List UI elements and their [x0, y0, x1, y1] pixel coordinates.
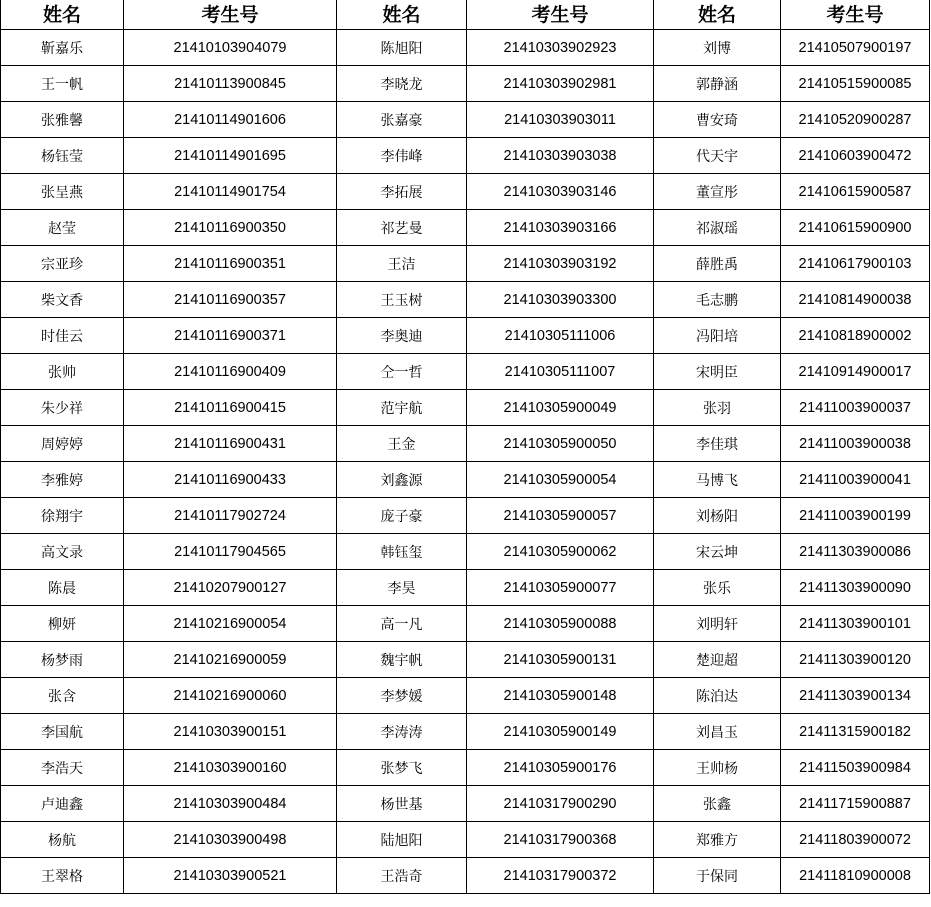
- exam-id-cell: 21410303903038: [467, 138, 654, 174]
- student-name-cell: 刘昌玉: [654, 714, 781, 750]
- student-name-cell: 范宇航: [337, 390, 467, 426]
- exam-id-cell: 21410103904079: [124, 30, 337, 66]
- student-name-cell: 张呈燕: [1, 174, 124, 210]
- student-name-cell: 李梦媛: [337, 678, 467, 714]
- exam-id-cell: 21410305900149: [467, 714, 654, 750]
- student-name-cell: 高一凡: [337, 606, 467, 642]
- exam-id-cell: 21410914900017: [781, 354, 930, 390]
- student-name-cell: 朱少祥: [1, 390, 124, 426]
- student-name-cell: 韩钰玺: [337, 534, 467, 570]
- header-row: [1, 0, 930, 30]
- student-name-cell: 靳嘉乐: [1, 30, 124, 66]
- student-name-cell: 陈晨: [1, 570, 124, 606]
- student-name-cell: 杨世基: [337, 786, 467, 822]
- exam-id-cell: 21410113900845: [124, 66, 337, 102]
- header-name-3: 姓名: [654, 0, 781, 30]
- student-name-cell: 刘明轩: [654, 606, 781, 642]
- exam-id-cell: 21410114901754: [124, 174, 337, 210]
- student-name-cell: 刘杨阳: [654, 498, 781, 534]
- exam-id-cell: 21410814900038: [781, 282, 930, 318]
- exam-id-cell: 21410116900351: [124, 246, 337, 282]
- student-name-cell: 马博飞: [654, 462, 781, 498]
- exam-id-cell: 21410303900498: [124, 822, 337, 858]
- exam-id-cell: 21410116900409: [124, 354, 337, 390]
- exam-id-cell: 21411303900101: [781, 606, 930, 642]
- student-name-cell: 卢迪鑫: [1, 786, 124, 822]
- exam-id-cell: 21410305900054: [467, 462, 654, 498]
- exam-id-cell: 21410305900176: [467, 750, 654, 786]
- table-row: [1, 606, 930, 642]
- student-name-cell: 徐翔宇: [1, 498, 124, 534]
- student-name-cell: 李拓展: [337, 174, 467, 210]
- exam-id-cell: 21410507900197: [781, 30, 930, 66]
- table-row: [1, 246, 930, 282]
- student-name-cell: 柴文香: [1, 282, 124, 318]
- exam-id-cell: 21410305900057: [467, 498, 654, 534]
- exam-id-cell: 21410116900431: [124, 426, 337, 462]
- table-row: [1, 498, 930, 534]
- student-name-cell: 宋明臣: [654, 354, 781, 390]
- exam-id-cell: 21411810900008: [781, 858, 930, 894]
- student-name-cell: 薛胜禹: [654, 246, 781, 282]
- student-name-cell: 宗亚珍: [1, 246, 124, 282]
- table-row: [1, 30, 930, 66]
- exam-id-cell: 21411315900182: [781, 714, 930, 750]
- student-name-cell: 高文录: [1, 534, 124, 570]
- table-row: [1, 138, 930, 174]
- exam-id-cell: 21410114901695: [124, 138, 337, 174]
- student-name-cell: 李浩天: [1, 750, 124, 786]
- exam-id-cell: 21410603900472: [781, 138, 930, 174]
- table-row: [1, 318, 930, 354]
- exam-id-cell: 21410615900900: [781, 210, 930, 246]
- exam-id-cell: 21410303903192: [467, 246, 654, 282]
- table-row: [1, 570, 930, 606]
- exam-id-cell: 21410207900127: [124, 570, 337, 606]
- table-row: [1, 282, 930, 318]
- student-name-cell: 祁艺曼: [337, 210, 467, 246]
- exam-id-cell: 21410305900088: [467, 606, 654, 642]
- exam-id-cell: 21410317900368: [467, 822, 654, 858]
- student-name-cell: 李国航: [1, 714, 124, 750]
- student-name-cell: 庞子豪: [337, 498, 467, 534]
- student-name-cell: 张含: [1, 678, 124, 714]
- student-name-cell: 张帅: [1, 354, 124, 390]
- exam-id-cell: 21410303902923: [467, 30, 654, 66]
- exam-id-cell: 21410116900371: [124, 318, 337, 354]
- student-name-cell: 陆旭阳: [337, 822, 467, 858]
- table-row: [1, 858, 930, 894]
- student-name-cell: 陈旭阳: [337, 30, 467, 66]
- exam-id-cell: 21410305900131: [467, 642, 654, 678]
- table-row: [1, 714, 930, 750]
- student-name-cell: 魏宇帆: [337, 642, 467, 678]
- exam-id-cell: 21410818900002: [781, 318, 930, 354]
- student-name-cell: 王帅杨: [654, 750, 781, 786]
- exam-id-cell: 21410303903166: [467, 210, 654, 246]
- table-row: [1, 174, 930, 210]
- exam-id-cell: 21411003900199: [781, 498, 930, 534]
- student-name-cell: 曹安琦: [654, 102, 781, 138]
- exam-id-cell: 21410305900062: [467, 534, 654, 570]
- student-name-cell: 时佳云: [1, 318, 124, 354]
- student-name-cell: 柳妍: [1, 606, 124, 642]
- exam-id-cell: 21410303903011: [467, 102, 654, 138]
- student-name-cell: 楚迎超: [654, 642, 781, 678]
- table-row: [1, 822, 930, 858]
- student-name-cell: 于保同: [654, 858, 781, 894]
- header-exam-id-2: 考生号: [467, 0, 654, 30]
- student-name-cell: 祁淑瑶: [654, 210, 781, 246]
- student-name-cell: 郑雅方: [654, 822, 781, 858]
- exam-id-cell: 21411803900072: [781, 822, 930, 858]
- header-exam-id-3: 考生号: [781, 0, 930, 30]
- student-name-cell: 代天宇: [654, 138, 781, 174]
- exam-id-cell: 21410303902981: [467, 66, 654, 102]
- student-name-cell: 杨钰莹: [1, 138, 124, 174]
- exam-id-cell: 21410305900049: [467, 390, 654, 426]
- exam-id-cell: 21410305900148: [467, 678, 654, 714]
- exam-id-cell: 21410305111007: [467, 354, 654, 390]
- table-row: [1, 678, 930, 714]
- exam-id-cell: 21410116900433: [124, 462, 337, 498]
- table-row: [1, 462, 930, 498]
- student-name-cell: 李佳琪: [654, 426, 781, 462]
- exam-id-cell: 21410303900521: [124, 858, 337, 894]
- student-name-cell: 仝一哲: [337, 354, 467, 390]
- student-name-cell: 王玉树: [337, 282, 467, 318]
- table-row: [1, 642, 930, 678]
- exam-id-cell: 21410303900160: [124, 750, 337, 786]
- header-name-1: 姓名: [1, 0, 124, 30]
- student-name-cell: 董宣彤: [654, 174, 781, 210]
- student-name-cell: 李昊: [337, 570, 467, 606]
- student-name-cell: 冯阳培: [654, 318, 781, 354]
- exam-id-cell: 21411303900090: [781, 570, 930, 606]
- exam-id-cell: 21410114901606: [124, 102, 337, 138]
- exam-id-cell: 21410303900151: [124, 714, 337, 750]
- student-name-cell: 李涛涛: [337, 714, 467, 750]
- student-name-cell: 王金: [337, 426, 467, 462]
- table-row: [1, 210, 930, 246]
- exam-id-cell: 21411715900887: [781, 786, 930, 822]
- exam-id-cell: 21410116900415: [124, 390, 337, 426]
- header-exam-id-1: 考生号: [124, 0, 337, 30]
- student-name-cell: 周婷婷: [1, 426, 124, 462]
- exam-id-cell: 21411303900134: [781, 678, 930, 714]
- exam-id-cell: 21410116900357: [124, 282, 337, 318]
- exam-id-cell: 21410520900287: [781, 102, 930, 138]
- student-name-cell: 刘鑫源: [337, 462, 467, 498]
- exam-id-cell: 21410615900587: [781, 174, 930, 210]
- exam-id-cell: 21411003900041: [781, 462, 930, 498]
- table-row: [1, 534, 930, 570]
- student-name-cell: 杨航: [1, 822, 124, 858]
- table-row: [1, 786, 930, 822]
- student-name-cell: 王洁: [337, 246, 467, 282]
- exam-id-cell: 21410216900059: [124, 642, 337, 678]
- exam-id-cell: 21410305111006: [467, 318, 654, 354]
- student-name-cell: 张梦飞: [337, 750, 467, 786]
- header-name-2: 姓名: [337, 0, 467, 30]
- table-row: [1, 390, 930, 426]
- student-name-cell: 杨梦雨: [1, 642, 124, 678]
- exam-id-cell: 21410317900290: [467, 786, 654, 822]
- student-name-cell: 张羽: [654, 390, 781, 426]
- student-name-cell: 王一帆: [1, 66, 124, 102]
- exam-id-cell: 21410117904565: [124, 534, 337, 570]
- student-name-cell: 宋云坤: [654, 534, 781, 570]
- table-row: [1, 426, 930, 462]
- student-name-cell: 刘博: [654, 30, 781, 66]
- exam-id-cell: 21410216900054: [124, 606, 337, 642]
- student-name-cell: 李晓龙: [337, 66, 467, 102]
- exam-id-cell: 21411303900120: [781, 642, 930, 678]
- student-name-cell: 张鑫: [654, 786, 781, 822]
- student-name-cell: 李雅婷: [1, 462, 124, 498]
- exam-id-cell: 21410116900350: [124, 210, 337, 246]
- exam-id-cell: 21410305900050: [467, 426, 654, 462]
- exam-id-cell: 21411003900038: [781, 426, 930, 462]
- exam-id-cell: 21410303900484: [124, 786, 337, 822]
- student-name-cell: 赵莹: [1, 210, 124, 246]
- student-name-cell: 王浩奇: [337, 858, 467, 894]
- student-name-cell: 李伟峰: [337, 138, 467, 174]
- table-row: [1, 750, 930, 786]
- exam-id-cell: 21410515900085: [781, 66, 930, 102]
- exam-id-cell: 21410317900372: [467, 858, 654, 894]
- table-row: [1, 66, 930, 102]
- exam-id-cell: 21410303903146: [467, 174, 654, 210]
- student-name-cell: 陈泊达: [654, 678, 781, 714]
- exam-id-cell: 21411503900984: [781, 750, 930, 786]
- exam-id-cell: 21410216900060: [124, 678, 337, 714]
- table-row: [1, 354, 930, 390]
- exam-id-cell: 21410303903300: [467, 282, 654, 318]
- exam-id-cell: 21410305900077: [467, 570, 654, 606]
- table-row: [1, 102, 930, 138]
- student-name-cell: 郭静涵: [654, 66, 781, 102]
- student-name-cell: 李奥迪: [337, 318, 467, 354]
- exam-id-cell: 21411303900086: [781, 534, 930, 570]
- student-name-cell: 毛志鹏: [654, 282, 781, 318]
- exam-id-cell: 21410117902724: [124, 498, 337, 534]
- student-name-cell: 王翠格: [1, 858, 124, 894]
- student-name-cell: 张乐: [654, 570, 781, 606]
- exam-id-cell: 21411003900037: [781, 390, 930, 426]
- exam-id-cell: 21410617900103: [781, 246, 930, 282]
- student-name-cell: 张嘉豪: [337, 102, 467, 138]
- student-name-cell: 张雅馨: [1, 102, 124, 138]
